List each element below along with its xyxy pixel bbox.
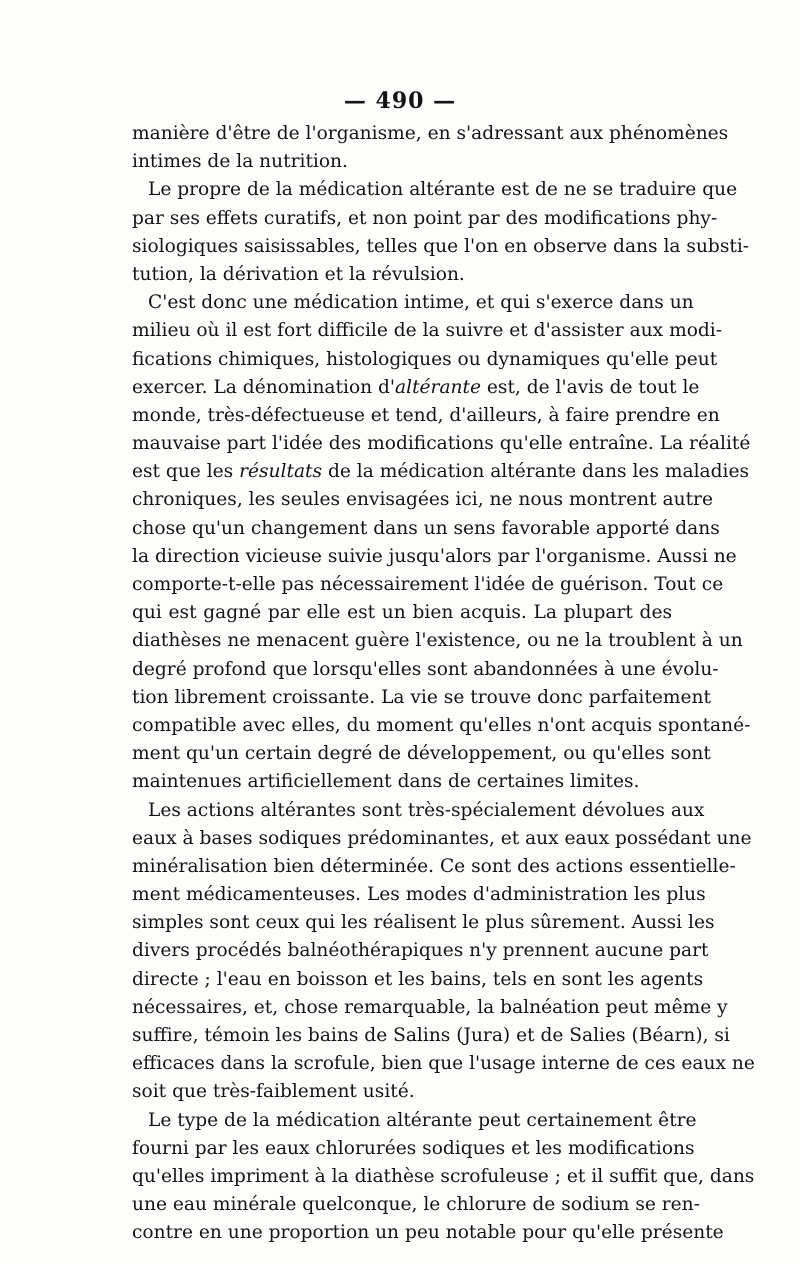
text-line-continuation: est, de l'avis de tout le: [480, 376, 700, 398]
text-line: [132, 599, 672, 627]
text-line: [132, 430, 751, 458]
text-line: [132, 515, 720, 543]
text-line-content: qui est gagné par elle est un bien acquis. La plupart des: [132, 602, 672, 624]
text-line-content: soit que très-faiblement usité.: [132, 1081, 415, 1103]
text-line-content: intimes de la nutrition.: [132, 151, 348, 173]
text-line-content: ment médicamenteuses. Les modes d'administration les plus: [132, 884, 706, 906]
text-line-content: suffire, témoin les bains de Salins (Jura) et de Salies (Béarn), si: [132, 1025, 730, 1046]
text-line-content: qu'elles impriment à la diathèse scrofuleuse ; et il suffit que, dans: [132, 1165, 755, 1187]
text-line-content: efficaces dans la scrofule, bien que l'usage interne de ces eaux ne: [132, 1053, 755, 1075]
text-line: [132, 317, 723, 345]
text-line-content: tion librement croissante. La vie se trouve donc parfaitement: [132, 686, 711, 708]
text-line: [132, 740, 711, 768]
text-line: [132, 176, 738, 204]
text-line-content: est que les: [132, 461, 240, 483]
text-line-content: degré profond que lorsqu'elles sont abandonnées à une évolu-: [132, 658, 719, 680]
text-line-content: minéralisation bien déterminée. Ce sont des actions essentielle-: [132, 855, 736, 877]
text-line-content: tution, la dérivation et la révulsion.: [132, 263, 465, 285]
text-line: [132, 966, 704, 994]
text-line-content: divers procédés balnéothérapiques n'y prennent aucune part: [132, 940, 709, 962]
text-line-content: mauvaise part l'idée des modifications qu'elle entraîne. La réalité: [132, 433, 751, 455]
text-line: [132, 994, 728, 1022]
text-line: [132, 571, 724, 599]
text-line-content: milieu où il est fort difficile de la suivre et d'assister aux modi-: [132, 320, 723, 342]
text-line: [132, 656, 719, 684]
text-line: [132, 1219, 724, 1247]
text-line-content: compatible avec elles, du moment qu'elles n'ont acquis spontané-: [132, 714, 751, 736]
text-line-content: siologiques saisissables, telles que l'on en observe dans la substi-: [132, 235, 750, 257]
text-line-content: Les actions altérantes sont très-spécialement dévolues aux: [148, 799, 705, 821]
page-number: — 490 —: [343, 88, 457, 114]
text-line: [132, 1107, 697, 1135]
text-line: [132, 1135, 695, 1163]
text-line-emphasis: résultats: [239, 461, 323, 483]
text-line: [132, 768, 672, 796]
text-line-content: chroniques, les seules envisagées ici, ne nous montrent autre: [132, 489, 713, 511]
text-line-continuation: de la médication altérante dans les maladies: [322, 461, 750, 483]
text-line-content: ment qu'un certain degré de développement, ou qu'elles sont: [132, 743, 711, 765]
text-line: [132, 627, 743, 655]
text-line: [132, 825, 752, 853]
text-line: [132, 937, 709, 965]
text-line-content: eaux à bases sodiques prédominantes, et aux eaux possédant une: [132, 827, 752, 849]
text-line: [132, 205, 718, 233]
body-text: [132, 120, 755, 1248]
text-line: [132, 458, 750, 486]
text-line-content: exercer. La dénomination d': [132, 376, 396, 398]
text-line: [132, 853, 736, 881]
text-line: [132, 346, 718, 374]
text-line: [132, 402, 720, 430]
text-line-content: fourni par les eaux chlorurées sodiques et les modifications: [132, 1137, 695, 1159]
text-line-content: chose qu'un changement dans un sens favorable apporté dans: [132, 517, 720, 539]
text-line: [132, 1022, 730, 1050]
text-line-content: directe ; l'eau en boisson et les bains, tels en sont les agents: [132, 968, 704, 990]
text-line: [132, 1191, 700, 1219]
text-line: [132, 233, 750, 261]
text-line: [132, 543, 737, 571]
text-line: [132, 684, 711, 712]
text-line: [132, 374, 700, 402]
text-line-content: Le type de la médication altérante peut certainement être: [148, 1109, 697, 1131]
text-line-content: monde, très-défectueuse et tend, d'ailleurs, à faire prendre en: [132, 404, 720, 426]
text-line: [132, 148, 672, 176]
text-line-content: une eau minérale quelconque, le chlorure de sodium se ren-: [132, 1194, 700, 1216]
text-line: [132, 1163, 755, 1191]
text-line-content: maintenues artificiellement dans de certaines limites.: [132, 771, 640, 793]
text-line-content: comporte-t-elle pas nécessairement l'idée de guérison. Tout ce: [132, 574, 724, 595]
text-line-content: simples sont ceux qui les réalisent le plus sûrement. Aussi les: [132, 912, 715, 934]
text-line-content: manière d'être de l'organisme, en s'adressant aux phénomènes: [132, 123, 729, 144]
text-line-content: la direction vicieuse suivie jusqu'alors par l'organisme. Aussi ne: [132, 545, 737, 567]
text-line-emphasis: altérante: [395, 376, 481, 398]
text-line: [132, 909, 715, 937]
text-line: [132, 1050, 755, 1078]
text-line-content: diathèses ne menacent guère l'existence, ou ne la troublent à un: [132, 630, 743, 652]
text-line-content: nécessaires, et, chose remarquable, la balnéation peut même y: [132, 996, 728, 1018]
text-line-content: C'est donc une médication intime, et qui s'exerce dans un: [148, 292, 694, 314]
text-line: [132, 712, 751, 740]
text-line: [132, 289, 694, 317]
text-line-content: contre en une proportion un peu notable pour qu'elle présente: [132, 1222, 724, 1244]
text-line-content: par ses effets curatifs, et non point par des modifications phy-: [132, 207, 718, 229]
text-line: [132, 1078, 672, 1106]
text-line-content: Le propre de la médication altérante est de ne se traduire que: [148, 179, 738, 201]
text-line: [132, 120, 729, 148]
text-line: [132, 261, 672, 289]
text-line: [132, 881, 706, 909]
text-line-content: fications chimiques, histologiques ou dynamiques qu'elle peut: [132, 348, 718, 370]
text-line: [132, 797, 705, 825]
text-line: [132, 486, 713, 514]
